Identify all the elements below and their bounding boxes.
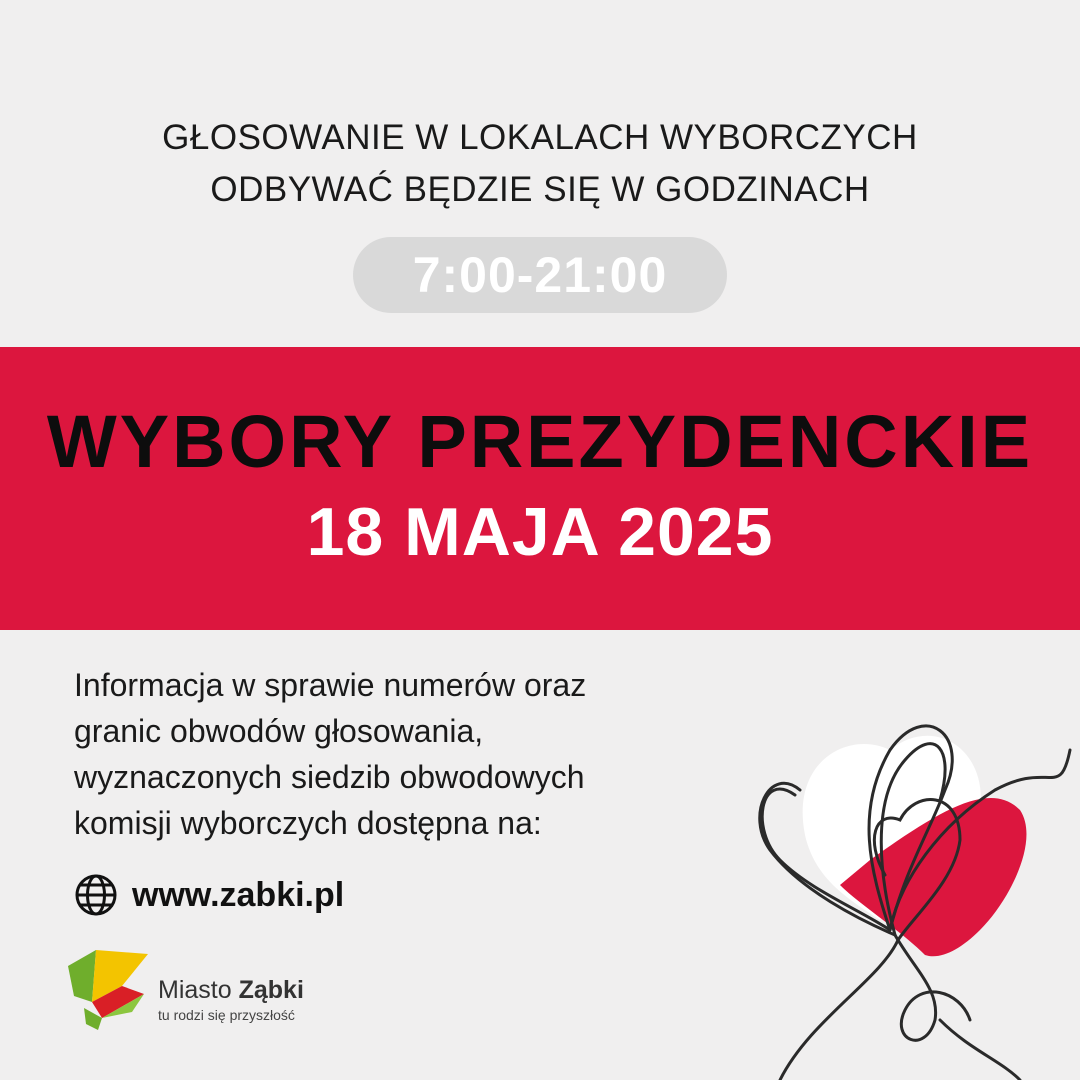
red-banner	[0, 347, 1080, 630]
logo-city-name	[158, 976, 304, 1005]
zabki-logo-mark	[62, 946, 158, 1032]
city-logo	[62, 946, 362, 1036]
logo-name-light: Miasto	[158, 976, 239, 1004]
website-link[interactable]	[74, 872, 344, 918]
hearts-illustration	[640, 690, 1080, 1080]
info-line-2: granic obwodów głosowania,	[74, 713, 484, 749]
hours-text: 7:00-21:00	[412, 247, 668, 303]
globe-icon	[74, 873, 118, 917]
headline-title: WYBORY PREZYDENCKIE	[46, 400, 1034, 483]
election-date: 18 MAJA 2025	[306, 494, 774, 570]
info-line-4: komisji wyborczych dostępna na:	[74, 805, 542, 841]
logo-tagline: tu rodzi się przyszłość	[158, 1007, 295, 1023]
logo-name-bold: Ząbki	[238, 976, 304, 1004]
hours-badge	[353, 237, 727, 313]
intro-line-1: GŁOSOWANIE W LOKALACH WYBORCZYCH	[162, 118, 918, 157]
website-url[interactable]: www.zabki.pl	[132, 875, 345, 914]
info-line-1: Informacja w sprawie numerów oraz	[74, 667, 587, 703]
voting-hours-intro	[0, 112, 1080, 216]
info-line-3: wyznaczonych siedzib obwodowych	[74, 759, 585, 795]
intro-line-2: ODBYWAĆ BĘDZIE SIĘ W GODZINACH	[210, 170, 870, 209]
